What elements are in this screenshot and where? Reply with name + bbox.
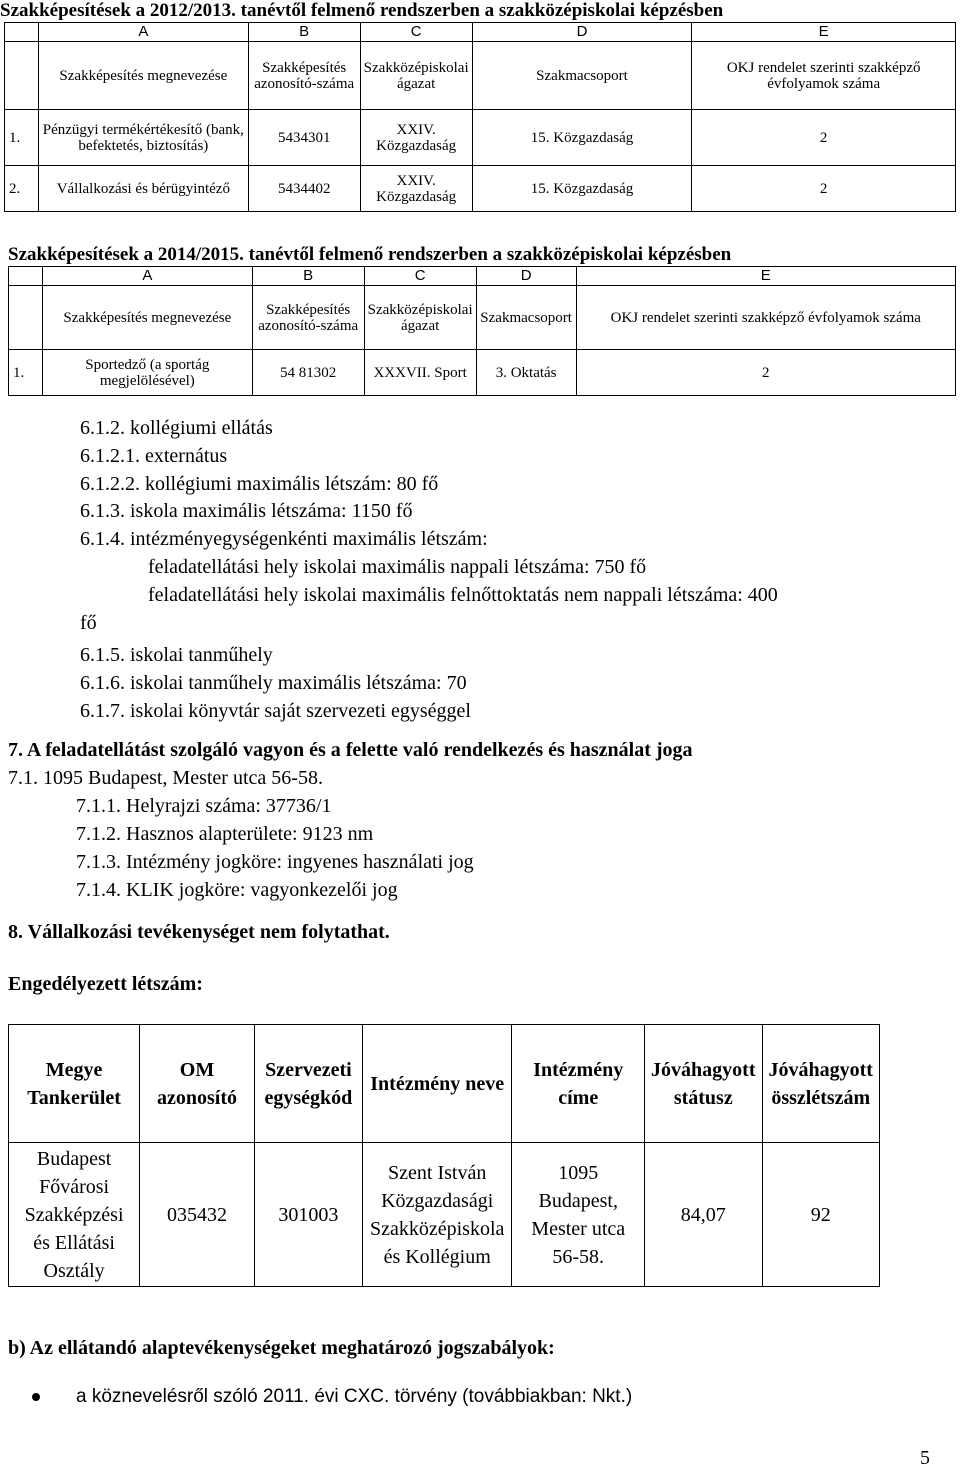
qualification-name: Sportedző (a sportág megjelölésével) — [42, 350, 252, 396]
years: 2 — [692, 166, 956, 212]
bullet-icon — [32, 1393, 40, 1401]
col-letter: A — [38, 23, 248, 42]
line-6-1-4: 6.1.4. intézményegységenkénti maximális létszám: — [80, 528, 488, 550]
col-letter: D — [476, 267, 576, 286]
line-7-1-4: 7.1.4. KLIK jogköre: vagyonkezelői jog — [76, 879, 398, 901]
header-approved-status: Jóváhagyott státusz — [645, 1025, 762, 1143]
bullet-law: a köznevelésről szóló 2011. évi CXC. törvény (továbbiakban: Nkt.) — [76, 1386, 633, 1407]
institution-name: Szent István Közgazdasági Szakközépiskola és Kollégium — [362, 1143, 511, 1287]
staff-header-row — [9, 1025, 880, 1143]
col-letter: D — [472, 23, 692, 42]
group: 15. Közgazdaság — [472, 166, 692, 212]
unit-code: 301003 — [254, 1143, 362, 1287]
row-number: 1. — [5, 110, 39, 166]
header-cell: Szakképesítés megnevezése — [38, 42, 248, 110]
branch: XXXVII. Sport — [364, 350, 476, 396]
line-7-1: 7.1. 1095 Budapest, Mester utca 56-58. — [8, 767, 323, 789]
institution-address: 1095 Budapest, Mester utca 56-58. — [512, 1143, 645, 1287]
line-7-1-1: 7.1.1. Helyrajzi száma: 37736/1 — [76, 795, 332, 817]
col-letter: E — [692, 23, 956, 42]
line-continuation: fő — [80, 612, 97, 634]
header-om-id: OM azonosító — [140, 1025, 255, 1143]
section1-title: Szakképesítések a 2012/2013. tanévtől felmenő rendszerben a szakközépiskolai képzésben — [0, 0, 724, 21]
header-cell: OKJ rendelet szerinti szakképző évfolyamok száma — [692, 42, 956, 110]
line-6-1-3: 6.1.3. iskola maximális létszáma: 1150 fő — [80, 500, 413, 522]
staff-heading: Engedélyezett létszám: — [8, 973, 203, 995]
section-b-heading: b) Az ellátandó alaptevékenységeket meghatározó jogszabályok: — [8, 1337, 555, 1359]
qualification-table-2012 — [4, 22, 956, 212]
col-letter: B — [252, 267, 364, 286]
staff-data-row — [9, 1143, 880, 1287]
header-county: Megye Tankerület — [9, 1025, 140, 1143]
approved-status: 84,07 — [645, 1143, 762, 1287]
letters-row — [9, 267, 956, 286]
table-row — [9, 350, 956, 396]
branch: XXIV. Közgazdaság — [360, 166, 472, 212]
col-letter: C — [364, 267, 476, 286]
col-letter: B — [248, 23, 360, 42]
line-7-1-2: 7.1.2. Hasznos alapterülete: 9123 nm — [76, 823, 374, 845]
row-number: 2. — [5, 166, 39, 212]
line-6-1-6: 6.1.6. iskolai tanműhely maximális létszáma: 70 — [80, 672, 467, 694]
header-cell: OKJ rendelet szerinti szakképző évfolyamok száma — [576, 286, 955, 350]
line-6-1-2-2: 6.1.2.2. kollégiumi maximális létszám: 80 fő — [80, 473, 439, 495]
header-cell: Szakközépiskolai ágazat — [360, 42, 472, 110]
table-row — [5, 166, 956, 212]
header-row — [5, 42, 956, 110]
qualification-table-2014 — [8, 266, 956, 396]
header-cell: Szakközépiskolai ágazat — [364, 286, 476, 350]
line-adult-capacity: feladatellátási hely iskolai maximális felnőttoktatás nem nappali létszáma: 400 — [148, 584, 778, 606]
section2-title: Szakképesítések a 2014/2015. tanévtől felmenő rendszerben a szakközépiskolai képzésben — [8, 244, 732, 265]
line-6-1-2: 6.1.2. kollégiumi ellátás — [80, 417, 273, 439]
line-daytime-capacity: feladatellátási hely iskolai maximális nappali létszáma: 750 fő — [148, 556, 647, 578]
section8-heading: 8. Vállalkozási tevékenységet nem folytathat. — [8, 921, 390, 943]
line-7-1-3: 7.1.3. Intézmény jogköre: ingyenes használati jog — [76, 851, 474, 873]
years: 2 — [576, 350, 955, 396]
col-letter: E — [576, 267, 955, 286]
header-cell: Szakképesítés azonosító-száma — [252, 286, 364, 350]
qualification-id: 5434301 — [248, 110, 360, 166]
county: Budapest Fővárosi Szakképzési és Ellátási Osztály — [9, 1143, 140, 1287]
qualification-id: 54 81302 — [252, 350, 364, 396]
qualification-id: 5434402 — [248, 166, 360, 212]
header-row — [9, 286, 956, 350]
letters-row — [5, 23, 956, 42]
header-cell: Szakmacsoport — [476, 286, 576, 350]
line-6-1-2-1: 6.1.2.1. externátus — [80, 445, 228, 467]
header-cell: Szakképesítés azonosító-száma — [248, 42, 360, 110]
col-letter: A — [42, 267, 252, 286]
header-institution-name: Intézmény neve — [362, 1025, 511, 1143]
group: 3. Oktatás — [476, 350, 576, 396]
header-cell: Szakképesítés megnevezése — [42, 286, 252, 350]
section7-heading: 7. A feladatellátást szolgáló vagyon és a felette való rendelkezés és használat joga — [8, 739, 693, 761]
row-number: 1. — [9, 350, 43, 396]
header-cell: Szakmacsoport — [472, 42, 692, 110]
years: 2 — [692, 110, 956, 166]
header-approved-total: Jóváhagyott összlétszám — [762, 1025, 880, 1143]
branch: XXIV. Közgazdaság — [360, 110, 472, 166]
group: 15. Közgazdaság — [472, 110, 692, 166]
line-6-1-5: 6.1.5. iskolai tanműhely — [80, 644, 273, 666]
staff-table — [8, 1024, 880, 1287]
header-unit-code: Szervezeti egységkód — [254, 1025, 362, 1143]
approved-total: 92 — [762, 1143, 880, 1287]
qualification-name: Pénzügyi termékértékesítő (bank, befektetés, biztosítás) — [38, 110, 248, 166]
qualification-name: Vállalkozási és bérügyintéző — [38, 166, 248, 212]
col-letter: C — [360, 23, 472, 42]
om-id: 035432 — [140, 1143, 255, 1287]
page-number: 5 — [920, 1447, 930, 1469]
table-row — [5, 110, 956, 166]
header-institution-address: Intézmény címe — [512, 1025, 645, 1143]
line-6-1-7: 6.1.7. iskolai könyvtár saját szervezeti egységgel — [80, 700, 471, 722]
